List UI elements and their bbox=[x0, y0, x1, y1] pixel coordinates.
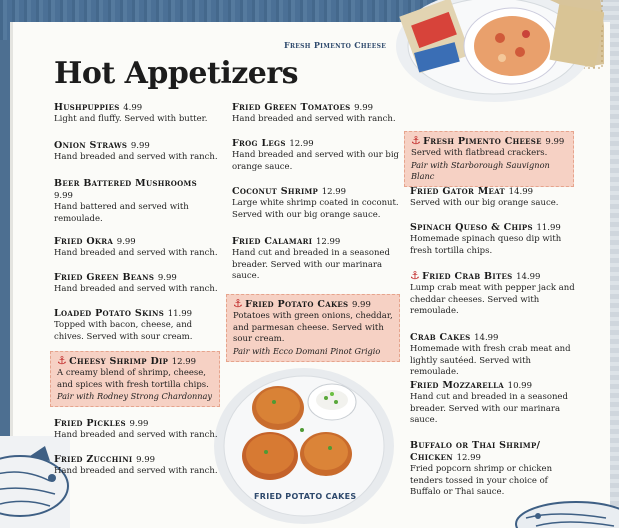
menu-item bbox=[232, 102, 400, 126]
photo-caption-bottom: FRIED POTATO CAKES bbox=[254, 492, 357, 501]
item-desc: Lump crab meat with pepper jack and cheddar cheeses. Served with remoulade. bbox=[410, 283, 575, 316]
page-title: Hot Appetizers bbox=[54, 56, 299, 91]
item-name: Buffalo or Thai Shrimp/ Chicken 12.99 bbox=[410, 440, 541, 463]
item-desc: Hand battered and served with remoulade. bbox=[54, 202, 189, 224]
menu-item bbox=[410, 270, 578, 318]
item-name: Fried Mozzarella 10.99 bbox=[410, 380, 532, 391]
item-desc: Hand breaded and served with our big orange sauce. bbox=[232, 150, 399, 172]
item-desc: A creamy blend of shrimp, cheese, and spices with fresh tortilla chips. bbox=[57, 368, 209, 390]
anchor-icon: ⚓ bbox=[411, 134, 422, 147]
item-desc: Fried popcorn shrimp or chicken tenders tossed in your choice of Buffalo or Thai sauce. bbox=[410, 464, 553, 497]
wine-pairing: Pair with Rodney Strong Chardonnay bbox=[57, 391, 213, 401]
menu-item bbox=[410, 440, 570, 499]
item-desc: Hand breaded and served with ranch. bbox=[232, 114, 396, 124]
item-name: Onion Straws 9.99 bbox=[54, 140, 150, 151]
item-desc: Served with flatbread crackers. bbox=[411, 148, 548, 158]
item-name: Fried Okra 9.99 bbox=[54, 236, 136, 247]
menu-item bbox=[232, 186, 400, 221]
item-name: ⚓ Fried Potato Cakes 9.99 bbox=[233, 297, 371, 310]
anchor-icon: ⚓ bbox=[57, 354, 68, 367]
menu-item bbox=[54, 308, 222, 343]
item-desc: Hand cut and breaded in a seasoned breader. Served with our marinara sauce. bbox=[232, 248, 390, 281]
item-desc: Topped with bacon, cheese, and chives. Served with sour cream. bbox=[54, 320, 193, 342]
item-name: Spinach Queso & Chips 11.99 bbox=[410, 222, 561, 233]
menu-item bbox=[410, 380, 578, 427]
item-desc: Hand breaded and served with ranch. bbox=[54, 248, 218, 258]
item-name: Fried Gator Meat 14.99 bbox=[410, 186, 534, 197]
item-desc: Hand breaded and served with ranch. bbox=[54, 152, 218, 162]
fish-illustration-left bbox=[0, 436, 70, 528]
item-name: Beer Battered Mushrooms 9.99 bbox=[54, 178, 197, 201]
item-name: ⚓ Fried Crab Bites 14.99 bbox=[410, 269, 541, 282]
anchor-icon: ⚓ bbox=[410, 269, 421, 282]
anchor-icon: ⚓ bbox=[233, 297, 244, 310]
item-desc: Hand breaded and served with ranch. bbox=[54, 430, 218, 440]
menu-item bbox=[410, 332, 578, 379]
menu-item bbox=[232, 236, 400, 283]
item-name: Fried Zucchini 9.99 bbox=[54, 454, 156, 465]
item-name: Hushpuppies 4.99 bbox=[54, 102, 143, 113]
item-name: Fried Pickles 9.99 bbox=[54, 418, 149, 429]
item-desc: Hand breaded and served with ranch. bbox=[54, 466, 218, 476]
item-name: ⚓ Fresh Pimento Cheese 9.99 bbox=[411, 134, 565, 147]
item-desc: Light and fluffy. Served with butter. bbox=[54, 114, 208, 124]
wine-pairing: Pair with Ecco Domani Pinot Grigio bbox=[233, 345, 381, 356]
menu-item bbox=[54, 454, 222, 478]
menu-item bbox=[54, 418, 222, 442]
item-name: Crab Cakes 14.99 bbox=[410, 332, 499, 343]
item-desc: Hand cut and breaded in a seasoned breader. Served with our marinara sauce. bbox=[410, 392, 568, 425]
menu-item bbox=[410, 222, 578, 257]
item-name: Frog Legs 12.99 bbox=[232, 138, 314, 149]
menu-item bbox=[54, 178, 204, 225]
featured-menu-item bbox=[50, 351, 220, 407]
wine-pairing: Pair with Starborough Sauvignon Blanc bbox=[411, 159, 550, 181]
menu-item bbox=[54, 140, 222, 164]
item-name: Coconut Shrimp 12.99 bbox=[232, 186, 347, 197]
item-name: Fried Green Tomatoes 9.99 bbox=[232, 102, 374, 113]
item-name: ⚓ Cheesy Shrimp Dip 12.99 bbox=[57, 354, 197, 367]
item-desc: Large white shrimp coated in coconut. Served with our big orange sauce. bbox=[232, 198, 399, 220]
item-name: Fried Calamari 12.99 bbox=[232, 236, 341, 247]
featured-menu-item bbox=[226, 294, 400, 362]
item-name: Loaded Potato Skins 11.99 bbox=[54, 308, 193, 319]
menu-item bbox=[54, 236, 222, 260]
item-desc: Hand breaded and served with ranch. bbox=[54, 284, 218, 294]
menu-item bbox=[232, 138, 400, 173]
featured-menu-item bbox=[404, 131, 574, 187]
item-desc: Homemade spinach queso dip with fresh tortilla chips. bbox=[410, 234, 562, 256]
menu-item bbox=[54, 102, 222, 126]
item-desc: Served with our big orange sauce. bbox=[410, 198, 559, 208]
item-name: Fried Green Beans 9.99 bbox=[54, 272, 177, 283]
pimento-cheese-photo bbox=[394, 0, 604, 106]
item-desc: Potatoes with green onions, cheddar, and parmesan cheese. Served with sour cream. bbox=[233, 311, 393, 344]
item-desc: Homemade with fresh crab meat and lightly sautéed. Served with remoulade. bbox=[410, 344, 571, 377]
menu-item bbox=[54, 272, 222, 296]
photo-caption-top: Fresh Pimento Cheese bbox=[284, 40, 387, 50]
menu-item bbox=[410, 186, 578, 210]
